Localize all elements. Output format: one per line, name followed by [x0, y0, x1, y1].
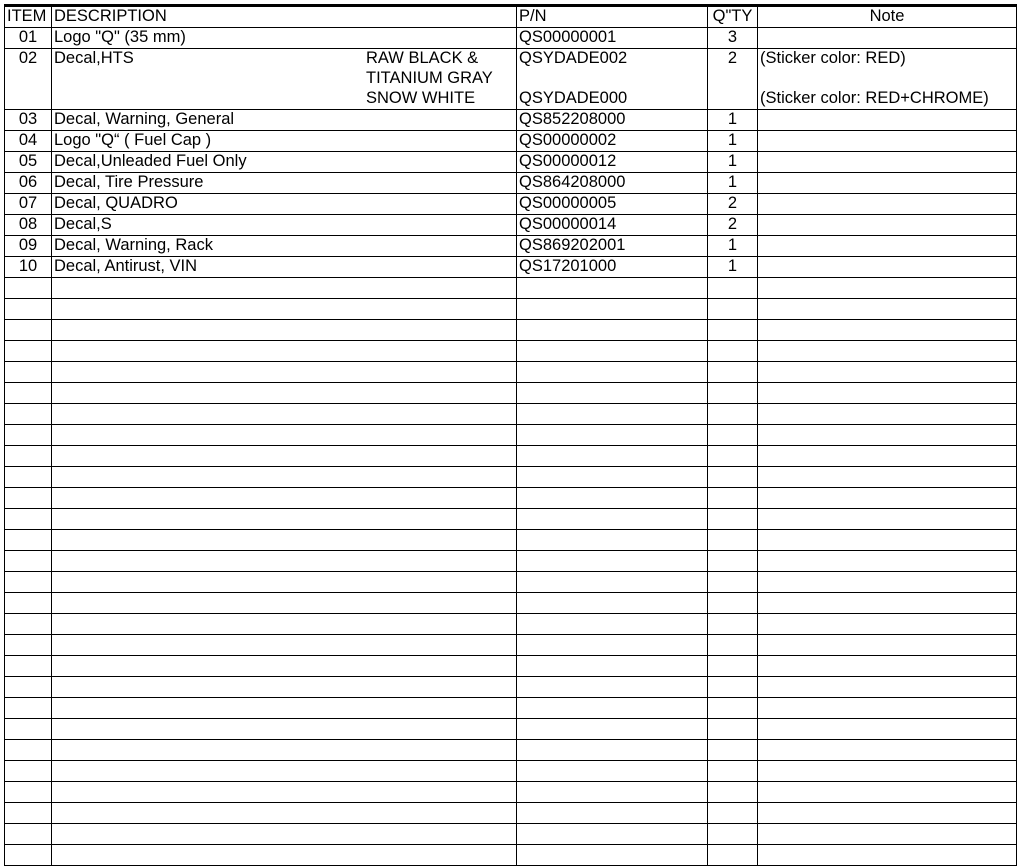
note-cell: [758, 49, 1017, 110]
empty-cell: [517, 362, 708, 383]
part-number-cell: QS852208000: [517, 110, 708, 131]
part-number-cell: [517, 49, 708, 110]
quantity-cell: 1: [708, 236, 758, 257]
empty-cell: [52, 845, 517, 866]
description-cell: [52, 49, 517, 110]
empty-cell: [52, 698, 517, 719]
empty-cell: [708, 446, 758, 467]
empty-cell: [5, 299, 52, 320]
quantity-cell: 1: [708, 110, 758, 131]
empty-cell: [517, 425, 708, 446]
empty-cell: [517, 446, 708, 467]
quantity-cell: 3: [708, 28, 758, 49]
empty-cell: [52, 551, 517, 572]
empty-cell: [758, 782, 1017, 803]
empty-row: [5, 446, 1017, 467]
empty-cell: [517, 614, 708, 635]
header-row: [5, 6, 1017, 28]
parts-table: [4, 4, 1017, 866]
empty-cell: [5, 530, 52, 551]
empty-cell: [5, 572, 52, 593]
part-number-cell: QS00000014: [517, 215, 708, 236]
color-variant-label: RAW BLACK &: [366, 49, 479, 67]
table-row: [5, 173, 1017, 194]
empty-cell: [758, 509, 1017, 530]
description-cell: Decal,S: [52, 215, 517, 236]
empty-cell: [758, 425, 1017, 446]
item-number-cell: 03: [5, 110, 52, 131]
empty-cell: [517, 320, 708, 341]
empty-cell: [758, 656, 1017, 677]
part-number-line: QSYDADE000: [519, 89, 628, 107]
note-cell: [758, 215, 1017, 236]
empty-cell: [5, 803, 52, 824]
empty-cell: [758, 614, 1017, 635]
empty-cell: [708, 593, 758, 614]
qty-header: Q"TY: [708, 6, 758, 28]
empty-cell: [708, 719, 758, 740]
empty-cell: [5, 551, 52, 572]
empty-cell: [5, 677, 52, 698]
empty-cell: [52, 782, 517, 803]
item-number-cell: 07: [5, 194, 52, 215]
empty-row: [5, 362, 1017, 383]
empty-cell: [758, 362, 1017, 383]
empty-cell: [708, 761, 758, 782]
empty-cell: [708, 677, 758, 698]
empty-cell: [517, 677, 708, 698]
table-body: [5, 28, 1017, 866]
empty-cell: [52, 761, 517, 782]
empty-cell: [708, 656, 758, 677]
part-number-cell: QS00000001: [517, 28, 708, 49]
empty-cell: [708, 803, 758, 824]
table-row: [5, 49, 1017, 110]
empty-cell: [52, 824, 517, 845]
empty-cell: [758, 278, 1017, 299]
empty-cell: [517, 383, 708, 404]
table-row: [5, 131, 1017, 152]
empty-cell: [708, 551, 758, 572]
quantity-cell: 2: [708, 49, 758, 110]
empty-cell: [758, 383, 1017, 404]
empty-cell: [5, 635, 52, 656]
empty-cell: [52, 425, 517, 446]
empty-row: [5, 677, 1017, 698]
empty-cell: [708, 299, 758, 320]
empty-cell: [52, 530, 517, 551]
empty-cell: [517, 404, 708, 425]
empty-cell: [708, 614, 758, 635]
empty-row: [5, 425, 1017, 446]
table-row: [5, 110, 1017, 131]
table-row: [5, 257, 1017, 278]
empty-cell: [517, 467, 708, 488]
description-cell: Decal, Tire Pressure: [52, 173, 517, 194]
empty-cell: [758, 845, 1017, 866]
empty-row: [5, 593, 1017, 614]
part-number-line: QSYDADE002: [519, 49, 628, 67]
empty-cell: [5, 278, 52, 299]
empty-cell: [708, 572, 758, 593]
table-row: [5, 28, 1017, 49]
empty-cell: [517, 278, 708, 299]
empty-cell: [5, 425, 52, 446]
empty-cell: [52, 404, 517, 425]
quantity-cell: 2: [708, 215, 758, 236]
empty-cell: [758, 404, 1017, 425]
empty-cell: [5, 446, 52, 467]
description-cell: Decal, Warning, General: [52, 110, 517, 131]
empty-cell: [517, 656, 708, 677]
table-row: [5, 152, 1017, 173]
item-number-cell: 05: [5, 152, 52, 173]
empty-cell: [5, 593, 52, 614]
empty-cell: [517, 509, 708, 530]
empty-row: [5, 740, 1017, 761]
empty-row: [5, 719, 1017, 740]
description-cell: Decal, Antirust, VIN: [52, 257, 517, 278]
empty-cell: [758, 740, 1017, 761]
empty-cell: [758, 719, 1017, 740]
empty-row: [5, 383, 1017, 404]
item-number-cell: 06: [5, 173, 52, 194]
item-number-cell: 01: [5, 28, 52, 49]
empty-cell: [52, 719, 517, 740]
item-number-cell: 10: [5, 257, 52, 278]
empty-row: [5, 341, 1017, 362]
empty-cell: [758, 530, 1017, 551]
empty-cell: [708, 530, 758, 551]
empty-cell: [708, 404, 758, 425]
quantity-cell: 1: [708, 152, 758, 173]
empty-cell: [52, 593, 517, 614]
empty-cell: [5, 782, 52, 803]
empty-cell: [758, 320, 1017, 341]
empty-cell: [52, 467, 517, 488]
empty-row: [5, 845, 1017, 866]
empty-cell: [5, 824, 52, 845]
quantity-cell: 1: [708, 257, 758, 278]
description-cell: Logo "Q“ ( Fuel Cap ): [52, 131, 517, 152]
item-header: ITEM: [5, 6, 52, 28]
empty-cell: [517, 845, 708, 866]
empty-cell: [758, 299, 1017, 320]
empty-cell: [517, 719, 708, 740]
pn-header: P/N: [517, 6, 708, 28]
part-number-cell: QS17201000: [517, 257, 708, 278]
empty-cell: [52, 341, 517, 362]
empty-cell: [5, 467, 52, 488]
color-variant-label: TITANIUM GRAY: [366, 69, 493, 87]
table-row: [5, 194, 1017, 215]
empty-cell: [5, 488, 52, 509]
empty-cell: [52, 740, 517, 761]
empty-cell: [517, 530, 708, 551]
empty-cell: [758, 824, 1017, 845]
empty-row: [5, 824, 1017, 845]
note-cell: [758, 173, 1017, 194]
empty-cell: [708, 341, 758, 362]
note-cell: [758, 194, 1017, 215]
empty-cell: [517, 341, 708, 362]
empty-cell: [517, 698, 708, 719]
empty-cell: [52, 383, 517, 404]
empty-cell: [52, 299, 517, 320]
description-text: Decal,HTS: [54, 49, 134, 67]
item-number-cell: 08: [5, 215, 52, 236]
empty-cell: [517, 572, 708, 593]
empty-cell: [758, 446, 1017, 467]
description-header: DESCRIPTION: [52, 6, 517, 28]
empty-cell: [52, 320, 517, 341]
note-cell: [758, 131, 1017, 152]
empty-row: [5, 698, 1017, 719]
empty-row: [5, 278, 1017, 299]
empty-cell: [52, 362, 517, 383]
empty-row: [5, 761, 1017, 782]
empty-cell: [5, 383, 52, 404]
quantity-cell: 2: [708, 194, 758, 215]
empty-cell: [5, 761, 52, 782]
empty-cell: [517, 488, 708, 509]
empty-cell: [517, 824, 708, 845]
empty-row: [5, 656, 1017, 677]
empty-row: [5, 782, 1017, 803]
description-cell: Decal, QUADRO: [52, 194, 517, 215]
empty-cell: [5, 404, 52, 425]
empty-cell: [708, 383, 758, 404]
empty-cell: [517, 803, 708, 824]
empty-cell: [517, 761, 708, 782]
description-cell: Logo "Q" (35 mm): [52, 28, 517, 49]
empty-row: [5, 404, 1017, 425]
empty-cell: [52, 677, 517, 698]
empty-cell: [517, 635, 708, 656]
empty-cell: [758, 341, 1017, 362]
note-line: [760, 69, 1014, 89]
empty-cell: [708, 782, 758, 803]
empty-cell: [52, 614, 517, 635]
empty-cell: [708, 467, 758, 488]
empty-cell: [5, 719, 52, 740]
empty-cell: [52, 635, 517, 656]
empty-cell: [52, 278, 517, 299]
description-cell: Decal,Unleaded Fuel Only: [52, 152, 517, 173]
empty-row: [5, 572, 1017, 593]
item-number-cell: 02: [5, 49, 52, 110]
empty-cell: [708, 698, 758, 719]
empty-cell: [758, 467, 1017, 488]
empty-cell: [758, 761, 1017, 782]
quantity-cell: 1: [708, 173, 758, 194]
empty-cell: [5, 656, 52, 677]
empty-cell: [5, 509, 52, 530]
empty-cell: [5, 614, 52, 635]
empty-cell: [708, 320, 758, 341]
note-line: (Sticker color: RED): [760, 49, 906, 67]
empty-cell: [517, 740, 708, 761]
description-cell: Decal, Warning, Rack: [52, 236, 517, 257]
empty-cell: [758, 488, 1017, 509]
empty-cell: [708, 425, 758, 446]
part-number-cell: QS00000002: [517, 131, 708, 152]
empty-cell: [5, 845, 52, 866]
empty-cell: [52, 488, 517, 509]
empty-row: [5, 509, 1017, 530]
empty-row: [5, 320, 1017, 341]
note-line: (Sticker color: RED+CHROME): [760, 89, 989, 107]
empty-row: [5, 551, 1017, 572]
item-number-cell: 04: [5, 131, 52, 152]
table-row: [5, 215, 1017, 236]
empty-cell: [758, 803, 1017, 824]
empty-cell: [708, 845, 758, 866]
quantity-cell: 1: [708, 131, 758, 152]
empty-cell: [517, 299, 708, 320]
empty-cell: [52, 656, 517, 677]
empty-cell: [5, 698, 52, 719]
part-number-cell: QS869202001: [517, 236, 708, 257]
empty-cell: [708, 278, 758, 299]
empty-cell: [758, 677, 1017, 698]
table-row: [5, 236, 1017, 257]
note-cell: [758, 28, 1017, 49]
empty-row: [5, 530, 1017, 551]
part-number-line: [519, 69, 705, 89]
empty-cell: [52, 509, 517, 530]
empty-cell: [708, 488, 758, 509]
note-cell: [758, 152, 1017, 173]
empty-cell: [708, 362, 758, 383]
empty-cell: [708, 824, 758, 845]
empty-cell: [52, 803, 517, 824]
note-header: Note: [758, 6, 1017, 28]
note-cell: [758, 236, 1017, 257]
empty-row: [5, 635, 1017, 656]
note-cell: [758, 110, 1017, 131]
empty-cell: [517, 551, 708, 572]
empty-cell: [708, 635, 758, 656]
empty-cell: [52, 446, 517, 467]
empty-cell: [5, 341, 52, 362]
empty-cell: [517, 593, 708, 614]
empty-cell: [758, 593, 1017, 614]
empty-cell: [758, 572, 1017, 593]
empty-cell: [5, 740, 52, 761]
empty-row: [5, 803, 1017, 824]
empty-row: [5, 467, 1017, 488]
part-number-cell: QS00000005: [517, 194, 708, 215]
empty-row: [5, 488, 1017, 509]
empty-cell: [5, 320, 52, 341]
empty-row: [5, 299, 1017, 320]
empty-row: [5, 614, 1017, 635]
part-number-cell: QS864208000: [517, 173, 708, 194]
empty-cell: [758, 698, 1017, 719]
empty-cell: [708, 740, 758, 761]
empty-cell: [758, 551, 1017, 572]
note-cell: [758, 257, 1017, 278]
color-variant-label: SNOW WHITE: [366, 89, 476, 107]
item-number-cell: 09: [5, 236, 52, 257]
empty-cell: [708, 509, 758, 530]
empty-cell: [52, 572, 517, 593]
empty-cell: [5, 362, 52, 383]
empty-cell: [517, 782, 708, 803]
part-number-cell: QS00000012: [517, 152, 708, 173]
empty-cell: [758, 635, 1017, 656]
